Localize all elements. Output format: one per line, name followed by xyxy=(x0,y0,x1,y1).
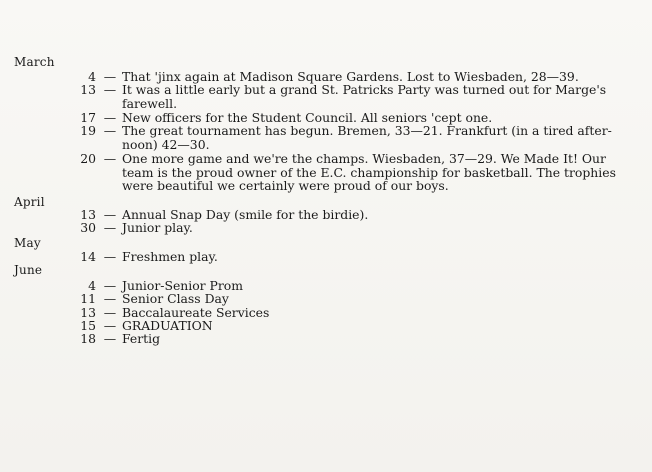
entry-text xyxy=(122,221,622,235)
entry-text-line: One more game and we're the champs. Wiesbaden, 37—29. We Made It! Our xyxy=(122,151,606,166)
entry-dash: — xyxy=(103,278,117,293)
entry-dash: — xyxy=(103,69,117,84)
entry-text xyxy=(122,124,622,151)
entry-text-line: Annual Snap Day (smile for the birdie). xyxy=(122,207,369,222)
entry-text xyxy=(122,83,622,110)
entry-text-line: The great tournament has begun. Bremen, 33—21. Frankfurt (in a tired after- xyxy=(122,123,612,138)
month-heading-june: June xyxy=(14,263,43,277)
entry-dash: — xyxy=(103,123,117,138)
entry-day: 13 xyxy=(80,82,96,97)
entry-text-line: New officers for the Student Council. All seniors 'cept one. xyxy=(122,110,493,125)
entry-text-line: Fertig xyxy=(122,331,161,346)
entry-day: 20 xyxy=(80,151,96,166)
entry-day: 13 xyxy=(80,207,96,222)
entry-day: 18 xyxy=(80,331,96,346)
entry-text xyxy=(122,208,622,222)
entry-dash: — xyxy=(103,318,117,333)
entry-dash: — xyxy=(103,249,117,264)
month-heading-may: May xyxy=(14,236,41,250)
entry-day: 14 xyxy=(80,249,96,264)
entry-dash: — xyxy=(103,331,117,346)
entry-dash: — xyxy=(103,82,117,97)
entry-day: 15 xyxy=(80,318,96,333)
entry-text xyxy=(122,292,622,306)
month-heading-march: March xyxy=(14,55,55,69)
entry-dash: — xyxy=(103,110,117,125)
entry-text-line: It was a little early but a grand St. Patricks Party was turned out for Marge's xyxy=(122,82,607,97)
entry-day: 19 xyxy=(80,123,96,138)
entry-text-line: noon) 42—30. xyxy=(122,136,210,152)
entry-text xyxy=(122,319,622,333)
entry-text-line: GRADUATION xyxy=(122,318,213,333)
entry-text-line: farewell. xyxy=(122,95,178,111)
entry-text-line: Baccalaureate Services xyxy=(122,305,270,320)
entry-text xyxy=(122,250,622,264)
entry-day: 4 xyxy=(88,278,96,293)
entry-dash: — xyxy=(103,305,117,320)
entry-day: 11 xyxy=(80,291,96,306)
entry-text xyxy=(122,332,622,346)
entry-text xyxy=(122,152,622,193)
entry-day: 13 xyxy=(80,305,96,320)
entry-dash: — xyxy=(103,151,117,166)
month-heading-april: April xyxy=(14,195,45,209)
entry-text-line: That 'jinx again at Madison Square Gardens. Lost to Wiesbaden, 28—39. xyxy=(122,69,579,84)
entry-day: 4 xyxy=(88,69,96,84)
entry-text-line: Freshmen play. xyxy=(122,249,218,264)
entry-dash: — xyxy=(103,291,117,306)
entry-text-line: Senior Class Day xyxy=(122,291,229,306)
entry-text-line: Junior-Senior Prom xyxy=(122,278,244,293)
entry-text-line: team is the proud owner of the E.C. championship for basketball. The trophies xyxy=(122,164,616,180)
entry-text-line: were beautiful we certainly were proud of our boys. xyxy=(122,178,449,193)
entry-dash: — xyxy=(103,207,117,222)
entry-day: 17 xyxy=(80,110,96,125)
entry-dash: — xyxy=(103,220,117,235)
entry-day: 30 xyxy=(80,220,96,235)
entry-text-line: Junior play. xyxy=(122,220,193,235)
